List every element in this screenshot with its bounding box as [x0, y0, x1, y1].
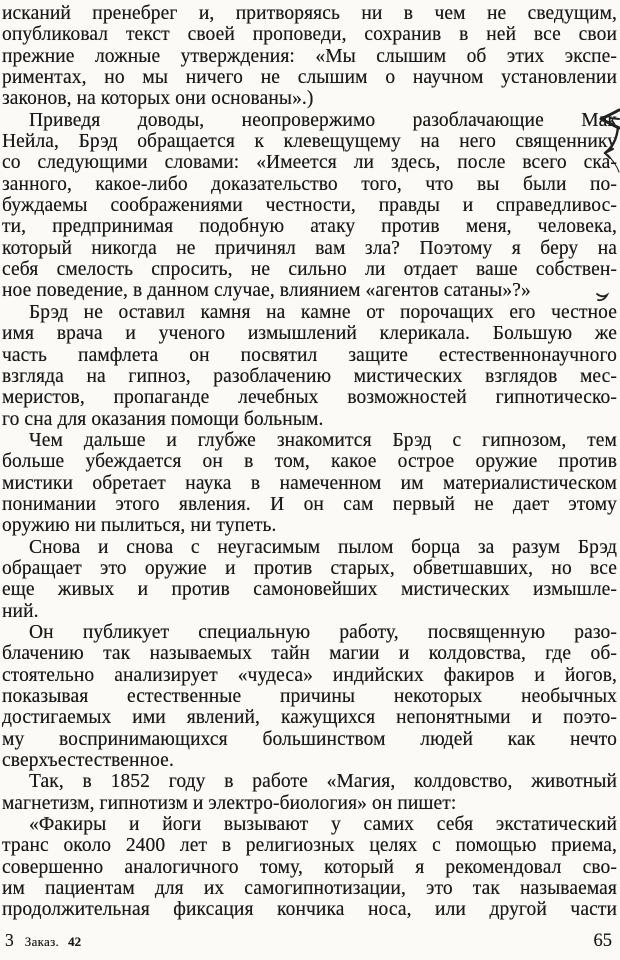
text-line: понимании этого явления. И он сам первый не дает этому — [2, 493, 617, 515]
text-line: го сна для оказания помощи больным. — [2, 408, 324, 430]
text-line: стоятельно анализирует «чудеса» индийских факиров и йогов, — [2, 664, 617, 686]
text-line: еще живых и против самоновейших мистических измышле- — [2, 579, 617, 601]
text-line: мистики обретает наука в намеченном им материалистическом — [2, 472, 617, 494]
order-label: Заказ. — [24, 934, 60, 949]
text-line: продолжительная фиксация кончика носа, или другой части — [2, 899, 617, 921]
printers-signature — [5, 930, 81, 951]
text-line: «Факиры и йоги вызывают у самих себя экстатический — [29, 814, 617, 836]
text-line: обращает это оружие и против старых, обветшавших, но все — [2, 557, 617, 579]
text-line: Брэд не оставил камня на камне от порочащих его честное — [29, 301, 617, 323]
page-footer — [5, 930, 612, 952]
text-line: сверхъестественное. — [2, 750, 174, 772]
text-line: взгляда на гипноз, разоблачению мистических взглядов мес- — [2, 365, 617, 387]
text-line: му воспринимающихся большинством людей как нечто — [2, 728, 617, 750]
text-line: себя смелость спросить, не сильно ли отдает ваше собствен- — [2, 259, 617, 281]
page-number: 65 — [593, 931, 612, 951]
text-line: ти, предпринимая подобную атаку против меня, человека, — [2, 216, 617, 238]
text-line: показывая естественные причины некоторых необычных — [2, 686, 617, 707]
text-line: имя врача и ученого измышлений клерикала. Большую же — [2, 323, 617, 345]
text-line: Так, в 1852 году в работе «Магия, колдовство, животный — [29, 771, 617, 793]
text-line: занного, какое-либо доказательство того, что вы были по- — [2, 173, 617, 195]
text-line: буждаемы соображениями честности, правды и справедливос- — [2, 195, 617, 217]
text-line: исканий пренебрег и, притворяясь ни в чем не сведущим, — [2, 3, 617, 24]
body-text — [2, 3, 617, 921]
text-line: совершенно аналогичного тому, который я рекомендовал сво- — [2, 856, 617, 878]
text-line: опубликовал текст своей проповеди, сохранив в ней все свои — [2, 24, 617, 46]
text-line: Чем дальше и глубже знакомится Брэд с гипнозом, тем — [29, 429, 617, 451]
text-line: транс около 2400 лет в религиозных целях с помощью приема, — [2, 835, 617, 857]
text-line: ний. — [2, 600, 39, 622]
text-line: оружию ни пылиться, ни тупеть. — [2, 515, 277, 537]
text-line: прежние ложные утверждения: «Мы слышим об этих экспе- — [2, 45, 617, 67]
text-line: законов, на которых они основаны».) — [2, 88, 314, 110]
order-number: 42 — [68, 934, 82, 949]
signature-number: 3 — [5, 930, 14, 950]
text-line: больше убеждается он в том, какое острое оружие против — [2, 451, 617, 473]
text-line: который никогда не причинял вам зла? Поэтому я беру на — [2, 237, 617, 259]
text-line: Снова и снова с неугасимым пылом борца за разум Брэд — [29, 536, 617, 558]
text-line: им пациентам для их самогипнотизации, это так называемая — [2, 878, 617, 900]
text-line: Приведя доводы, неопровержимо разоблачающие Мак — [29, 109, 617, 131]
text-line: со следующими словами: «Имеется ли здесь, после всего ска- — [2, 152, 617, 174]
text-line: достигаемых ими явлений, кажущихся непонятными и поэто- — [2, 707, 617, 729]
text-line: часть памфлета он посвятил защите естественнонаучного — [2, 344, 617, 366]
text-line: магнетизм, гипнотизм и электро-биология» он пишет: — [2, 792, 457, 814]
text-line: Он публикует специальную работу, посвященную разо- — [29, 621, 617, 643]
text-line: блачению так называемых тайн магии и колдовства, где об- — [2, 643, 617, 665]
text-line: меристов, пропаганде лечебных возможностей гипнотическо- — [2, 387, 617, 409]
text-line: Нейла, Брэд обращается к клевещущему на него священнику — [2, 131, 617, 153]
text-line: ное поведение, в данном случае, влиянием «агентов сатаны»?» — [2, 280, 531, 302]
text-line: риментах, но мы ничего не слышим о научном установлении — [2, 67, 617, 89]
